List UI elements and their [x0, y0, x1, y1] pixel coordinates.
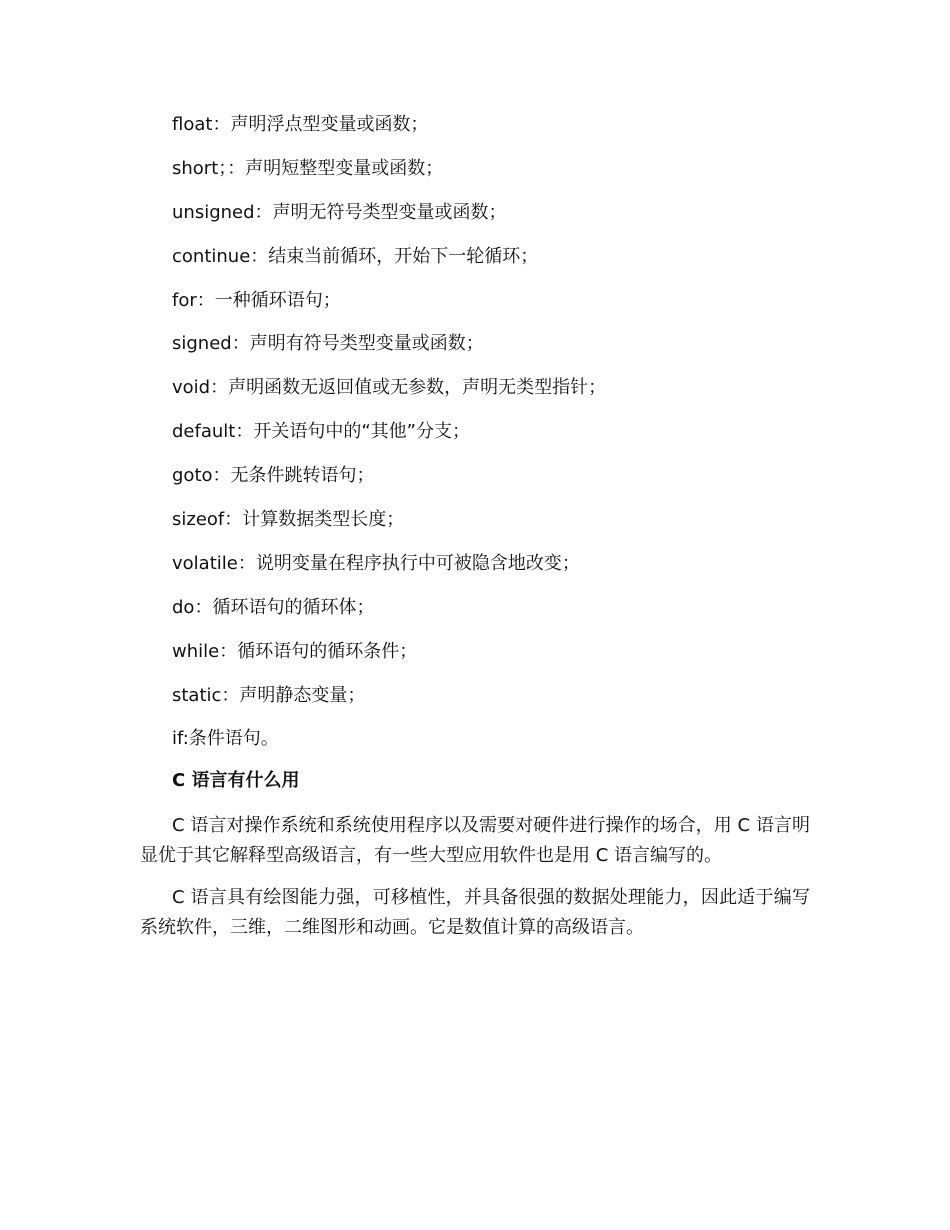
- paragraph-usage-1: C 语言对操作系统和系统使用程序以及需要对硬件进行操作的场合，用 C 语言明显优于其它解释型高级语言，有一些大型应用软件也是用 C 语言编写的。: [140, 815, 810, 866]
- keyword-item-goto: goto：无条件跳转语句；: [172, 465, 375, 487]
- keyword-item-static: static：声明静态变量；: [172, 684, 366, 706]
- keyword-item-do: do：循环语句的循环体；: [172, 596, 375, 618]
- keyword-item-continue: continue：结束当前循环，开始下一轮循环；: [172, 245, 539, 267]
- paragraph-usage-2: C 语言具有绘图能力强，可移植性，并具备很强的数据处理能力，因此适于编写系统软件，三维，二维图形和动画。它是数值计算的高级语言。: [140, 887, 810, 938]
- keyword-item-sizeof: sizeof：计算数据类型长度；: [172, 509, 405, 531]
- keyword-item-short: short；：声明短整型变量或函数；: [172, 157, 444, 179]
- keyword-item-float: float：声明浮点型变量或函数；: [172, 114, 429, 135]
- keyword-list: [172, 112, 606, 770]
- keyword-item-while: while：循环语句的循环条件；: [172, 640, 418, 662]
- keyword-item-default: default：开关语句中的“其他”分支；: [172, 421, 470, 443]
- keyword-item-unsigned: unsigned：声明无符号类型变量或函数；: [172, 201, 507, 223]
- keyword-item-volatile: volatile：说明变量在程序执行中可被隐含地改变；: [172, 552, 580, 574]
- keyword-item-if: if:条件语句。: [172, 728, 279, 750]
- keyword-item-void: void：声明函数无返回值或无参数，声明无类型指针；: [172, 377, 607, 399]
- keyword-item-signed: signed：声明有符号类型变量或函数；: [172, 333, 484, 355]
- section-heading: C 语言有什么用: [172, 770, 300, 791]
- keyword-item-for: for：一种循环语句；: [172, 289, 341, 311]
